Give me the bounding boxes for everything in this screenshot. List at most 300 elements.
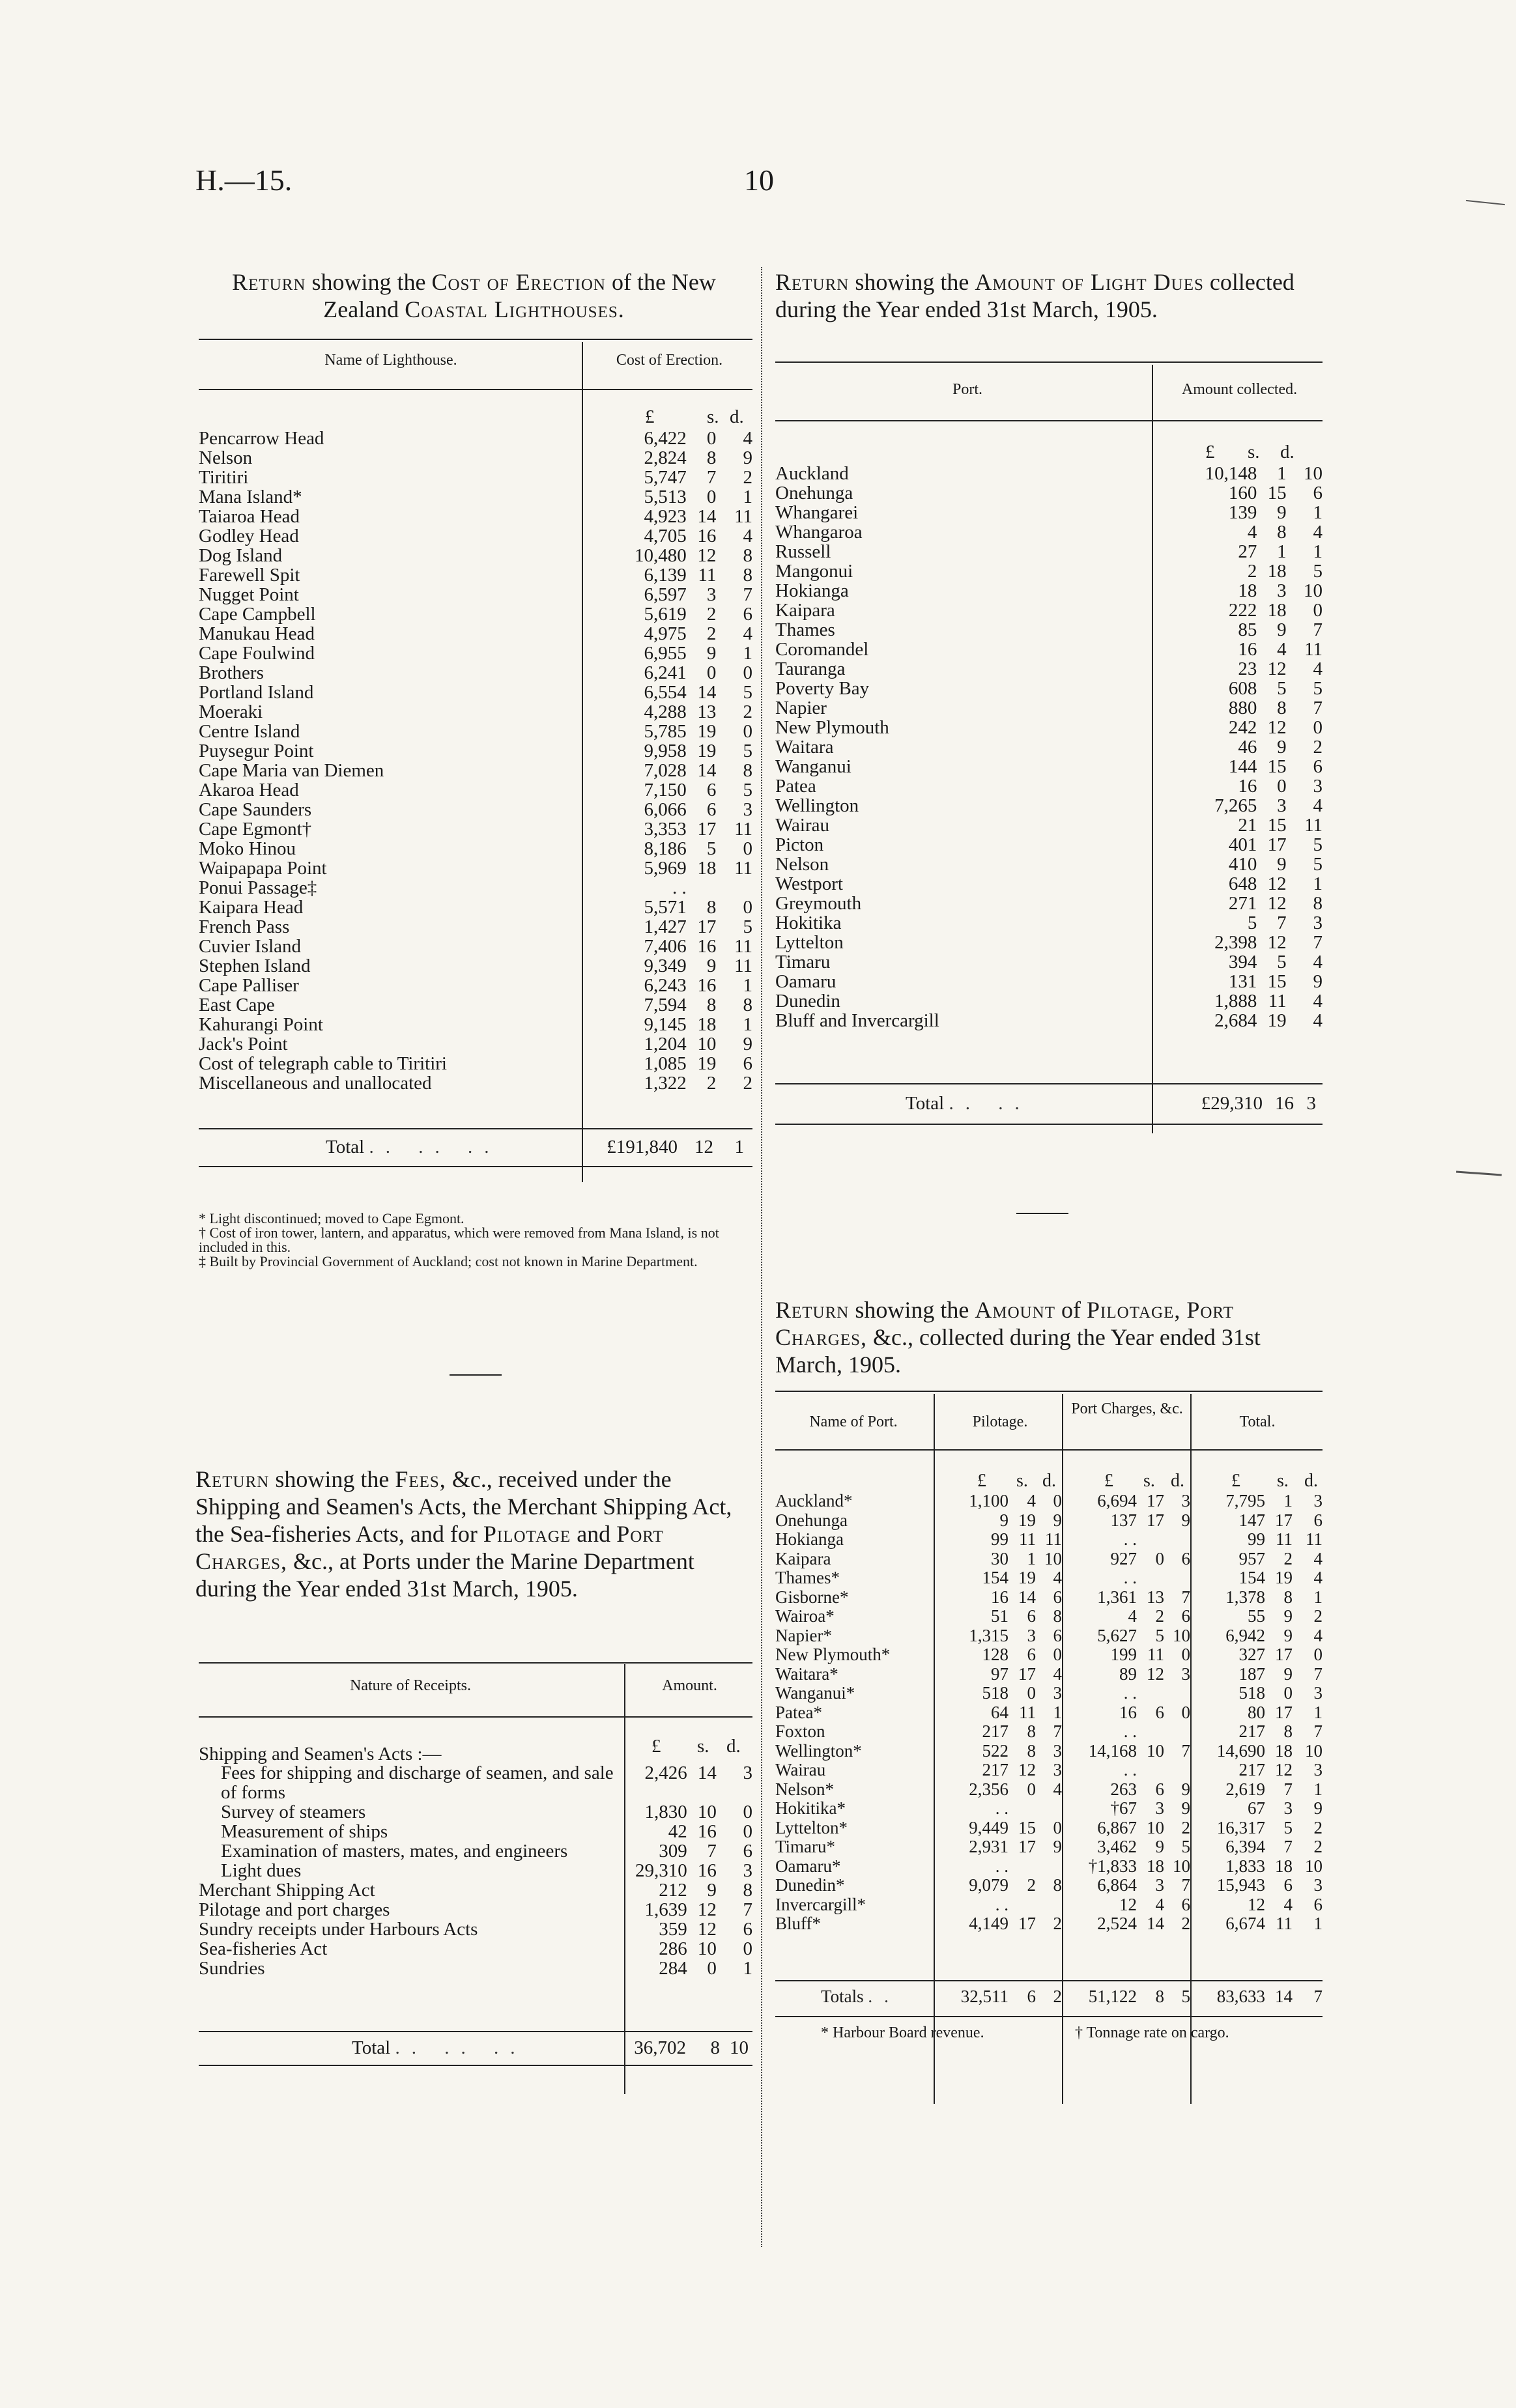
lighthouses-table: [199, 429, 752, 1093]
rule: [199, 2065, 752, 2066]
lighthouse-name: Mana Island*: [199, 487, 302, 507]
col-header-name: Name of Lighthouse.: [324, 352, 457, 369]
amount-pence: 6: [743, 1841, 752, 1862]
amount-shillings: 9: [1277, 854, 1287, 875]
amount-pence: 10: [1304, 580, 1323, 601]
amount-pounds: 27: [1238, 541, 1257, 562]
pilotage-pence: 4: [1053, 1664, 1062, 1684]
pilotage-shillings: 14: [1018, 1587, 1036, 1607]
rule: [775, 1449, 1323, 1451]
cost-pounds: 5,785: [644, 721, 687, 742]
pilotage-row: [775, 1626, 1323, 1646]
lighthouse-name: Stephen Island: [199, 956, 311, 976]
port-name: Bluff*: [775, 1914, 822, 1933]
total-shillings: 19: [1275, 1568, 1293, 1587]
port-charges-pence: 3: [1181, 1664, 1190, 1684]
port-charges-pence: [1164, 1684, 1190, 1703]
amount-shillings: 18: [1267, 561, 1287, 582]
pilotage-shillings: 19: [1018, 1568, 1036, 1587]
cost-pence: 6: [743, 604, 752, 625]
total-pounds: 1,378: [1225, 1587, 1265, 1607]
lighthouse-name: Cuvier Island: [199, 936, 302, 957]
amount-shillings: 11: [1268, 991, 1287, 1012]
pilotage-pounds: 4,149: [969, 1914, 1008, 1933]
cost-pence: 5: [743, 741, 752, 761]
amount-pounds: 46: [1238, 737, 1257, 758]
cost-pounds: 6,139: [644, 565, 687, 586]
pilotage-pounds: 30: [991, 1548, 1008, 1568]
cost-pounds: 1,322: [644, 1073, 687, 1094]
charges-total-l: 51,122: [1088, 1987, 1137, 2006]
pilotage-pounds: 51: [991, 1606, 1008, 1626]
amount-pence: 6: [743, 1919, 752, 1940]
receipt-row: [199, 1822, 752, 1841]
lighthouse-row: [199, 741, 752, 761]
pilotage-pence: 3: [1053, 1683, 1062, 1703]
receipt-name: Fees for shipping and discharge of seamen, and sale of forms: [221, 1763, 614, 1803]
amount-pounds: 410: [1228, 854, 1257, 875]
pilotage-pence: 4: [1053, 1568, 1062, 1587]
receipt-row: [199, 1763, 752, 1802]
amount-pounds: 212: [659, 1880, 687, 1901]
port-row: [775, 913, 1323, 933]
port-charges-pounds: . .: [1123, 1529, 1137, 1549]
total-pounds: 12: [1248, 1894, 1265, 1914]
margin-mark: [1466, 200, 1505, 205]
pilotage-row: [775, 1645, 1323, 1665]
cost-pounds: 5,747: [644, 467, 687, 488]
col-header-total: Total.: [1239, 1413, 1276, 1430]
cost-pounds: 5,969: [644, 858, 687, 879]
port-charges-pounds: †67: [1110, 1798, 1137, 1818]
amount-shillings: 18: [1267, 600, 1287, 621]
total-shillings: 4: [1283, 1894, 1293, 1914]
amount-pounds: 21: [1238, 815, 1257, 836]
port-charges-pence: 0: [1181, 1702, 1190, 1722]
amount-pounds: 2,398: [1214, 932, 1257, 953]
cost-pence: 8: [743, 995, 752, 1015]
lighthouse-name: Centre Island: [199, 721, 300, 742]
amount-pence: 8: [1313, 893, 1323, 914]
pilotage-shillings: 1: [1027, 1548, 1036, 1568]
total-shillings: 7: [1283, 1837, 1293, 1856]
port-name: Picton: [775, 834, 824, 855]
lighthouse-name: Nelson: [199, 447, 253, 468]
total-pounds: 6,394: [1225, 1837, 1265, 1856]
receipt-row: [199, 1861, 752, 1880]
port-charges-pence: 9: [1181, 1510, 1190, 1530]
cost-pounds: 9,145: [644, 1014, 687, 1035]
pilotage-pence: 11: [1045, 1529, 1062, 1549]
port-charges-pence: 2: [1181, 1914, 1190, 1933]
amount-shillings: 15: [1267, 483, 1287, 503]
port-charges-pounds: 6,864: [1097, 1875, 1137, 1895]
total-shillings: 2: [1283, 1548, 1293, 1568]
col-header-nature: Nature of Receipts.: [350, 1677, 471, 1694]
total-pence: 3: [1313, 1683, 1323, 1703]
pilotage-pounds: . .: [995, 1894, 1008, 1914]
lighthouse-row: [199, 663, 752, 683]
total-pence: 3: [1313, 1760, 1323, 1779]
amount-shillings: 1: [1277, 541, 1287, 562]
port-name: Napier: [775, 698, 827, 718]
port-charges-shillings: [1137, 1722, 1164, 1742]
total-shillings: 9: [1283, 1606, 1293, 1626]
total-pounds: 6,942: [1225, 1625, 1265, 1645]
total-shillings: 9: [1283, 1625, 1293, 1645]
port-name: Tauranga: [775, 659, 846, 679]
amount-pence: 0: [1313, 717, 1323, 738]
port-name: Mangonui: [775, 561, 853, 582]
pilotage-pence: 8: [1053, 1875, 1062, 1895]
port-charges-shillings: 11: [1147, 1645, 1164, 1664]
port-name: Poverty Bay: [775, 678, 870, 699]
amount-shillings: 16: [697, 1860, 717, 1881]
total-pounds: 67: [1248, 1798, 1265, 1818]
port-charges-shillings: 4: [1155, 1894, 1164, 1914]
amount-pence: 4: [1313, 991, 1323, 1012]
cost-shillings: 12: [697, 545, 717, 566]
cost-shillings: 17: [697, 916, 717, 937]
pilotage-shillings: [1008, 1857, 1036, 1877]
port-row: [775, 972, 1323, 991]
lighthouse-name: Cost of telegraph cable to Tiritiri: [199, 1053, 447, 1074]
amount-pounds: 608: [1228, 678, 1257, 699]
separator-rule: [1016, 1213, 1068, 1214]
port-name: New Plymouth*: [775, 1645, 891, 1664]
amount-pence: 1: [1313, 873, 1323, 894]
port-row: [775, 952, 1323, 972]
lighthouse-name: Cape Saunders: [199, 799, 312, 820]
total-pounds: 16,317: [1216, 1817, 1265, 1837]
pilotage-pence: 6: [1053, 1587, 1062, 1607]
amount-pounds: 4: [1247, 522, 1257, 543]
amount-shillings: 15: [1267, 756, 1287, 777]
port-name: Napier*: [775, 1625, 832, 1645]
lighthouse-name: Godley Head: [199, 526, 299, 546]
port-charges-shillings: 18: [1147, 1856, 1164, 1876]
port-name: Hokianga: [775, 1529, 844, 1549]
port-row: [775, 776, 1323, 796]
amount-pounds: 16: [1238, 639, 1257, 660]
amount-shillings: 12: [1267, 873, 1287, 894]
pilotage-row: [775, 1895, 1323, 1915]
total-pence: 11: [1306, 1529, 1323, 1549]
cost-pounds: 8,186: [644, 838, 687, 859]
pilotage-pence: [1036, 1799, 1062, 1819]
pilotage-totals: [775, 1987, 1323, 2006]
pilotage-pence: 3: [1053, 1740, 1062, 1761]
port-name: Oamaru: [775, 971, 837, 992]
pilotage-row: [775, 1665, 1323, 1684]
charges-total-s: 8: [1155, 1987, 1164, 2006]
document-reference: H.—15.: [195, 163, 293, 197]
pilotage-pence: 9: [1053, 1510, 1062, 1530]
total-pence: 1: [1313, 1779, 1323, 1799]
lighthouse-name: Ponui Passage‡: [199, 877, 317, 898]
amount-pounds: 85: [1238, 619, 1257, 640]
port-row: [775, 933, 1323, 952]
amount-pence: 3: [743, 1860, 752, 1881]
port-name: Onehunga: [775, 483, 853, 503]
amount-pounds: 1,639: [644, 1899, 687, 1920]
total-pounds: 217: [1238, 1721, 1265, 1741]
cost-pence: 4: [743, 526, 752, 546]
total-shillings: 8: [1283, 1587, 1293, 1607]
cost-shillings: 19: [697, 721, 717, 742]
cost-shillings: 6: [706, 799, 717, 820]
port-charges-pence: 9: [1181, 1798, 1190, 1818]
cost-pounds: 9,349: [644, 956, 687, 976]
port-charges-pounds: 14,168: [1088, 1740, 1137, 1761]
totals-row: [775, 1987, 1323, 2006]
lighthouse-name: Cape Egmont†: [199, 819, 312, 840]
amount-pence: 2: [1313, 737, 1323, 758]
port-row: [775, 581, 1323, 601]
pilotage-pence: 0: [1053, 1817, 1062, 1837]
lighthouse-name: Akaroa Head: [199, 780, 299, 800]
cost-pounds: 7,150: [644, 780, 687, 800]
port-charges-pounds: . .: [1123, 1683, 1137, 1703]
lighthouse-row: [199, 858, 752, 878]
lighthouse-row: [199, 644, 752, 663]
port-charges-pounds: . .: [1123, 1760, 1137, 1779]
total-pence: 2: [1313, 1817, 1323, 1837]
port-name: Wellington: [775, 795, 859, 816]
amount-shillings: 5: [1277, 952, 1287, 972]
port-charges-pence: 7: [1181, 1740, 1190, 1761]
col-header-cost: Cost of Erection.: [616, 352, 723, 369]
pilotage-pence: 6: [1053, 1625, 1062, 1645]
amount-pence: 0: [743, 1938, 752, 1959]
cost-pence: 8: [743, 565, 752, 586]
port-name: Wairau: [775, 1760, 826, 1779]
pilotage-pence: 0: [1053, 1491, 1062, 1510]
total-label: Total .. ..: [906, 1093, 1031, 1114]
lighthouse-row: [199, 878, 752, 898]
cost-shillings: 14: [697, 506, 717, 527]
amount-shillings: 10: [697, 1802, 717, 1822]
cost-shillings: 18: [697, 1014, 717, 1035]
pilotage-shillings: 6: [1027, 1645, 1036, 1664]
total-pounds: 80: [1248, 1702, 1265, 1722]
total-label: Total .. .. ..: [352, 2037, 527, 2058]
pilotage-pence: [1036, 1857, 1062, 1877]
port-charges-pounds: †1,833: [1088, 1856, 1137, 1876]
cost-pounds: 7,028: [644, 760, 687, 781]
cost-pounds: 6,955: [644, 643, 687, 664]
port-charges-shillings: 3: [1155, 1875, 1164, 1895]
cost-pence: 11: [734, 956, 752, 976]
pilotage-pounds: 154: [982, 1568, 1008, 1587]
port-charges-pounds: 4: [1128, 1606, 1137, 1626]
pilotage-pence: 1: [1053, 1702, 1062, 1722]
lighthouse-row: [199, 917, 752, 937]
port-name: Nelson*: [775, 1779, 834, 1799]
amount-pence: 1: [743, 1958, 752, 1979]
port-name: Whangarei: [775, 502, 859, 523]
total-shillings: 18: [1275, 1856, 1293, 1876]
cost-pounds: 6,422: [644, 428, 687, 449]
port-charges-pounds: 5,627: [1097, 1625, 1137, 1645]
lighthouse-row: [199, 487, 752, 507]
total-pence: 10: [1305, 1856, 1323, 1876]
pilotage-pounds: 1,315: [969, 1625, 1008, 1645]
lighthouse-name: Cape Palliser: [199, 975, 299, 996]
port-row: [775, 503, 1323, 522]
port-name: Timaru: [775, 952, 831, 972]
pilotage-shillings: [1008, 1799, 1036, 1819]
lighthouse-name: Miscellaneous and unallocated: [199, 1073, 432, 1094]
port-charges-pence: [1164, 1722, 1190, 1742]
cost-pence: 11: [734, 936, 752, 957]
port-charges-shillings: 9: [1155, 1837, 1164, 1856]
cost-pounds: 1,427: [644, 916, 687, 937]
port-row: [775, 620, 1323, 640]
amount-shillings: 12: [1267, 717, 1287, 738]
port-charges-pence: [1164, 1761, 1190, 1780]
port-charges-shillings: [1137, 1568, 1164, 1588]
amount-pounds: 401: [1228, 834, 1257, 855]
port-charges-pence: 6: [1181, 1894, 1190, 1914]
total-pence: 9: [1313, 1798, 1323, 1818]
port-row: [775, 561, 1323, 581]
amount-pence: 7: [1313, 932, 1323, 953]
lighthouses-notes: [199, 1211, 752, 1269]
lighthouse-row: [199, 976, 752, 995]
cost-pence: 2: [743, 701, 752, 722]
note: * Light discontinued; moved to Cape Egmont.: [199, 1210, 465, 1226]
amount-shillings: 15: [1267, 971, 1287, 992]
amount-shillings: 14: [697, 1763, 717, 1783]
lighthouse-name: Kahurangi Point: [199, 1014, 323, 1035]
amount-pence: 4: [1313, 522, 1323, 543]
port-charges-pence: 6: [1181, 1548, 1190, 1568]
port-charges-pounds: 1,361: [1097, 1587, 1137, 1607]
cost-pence: 1: [743, 487, 752, 507]
port-row: [775, 601, 1323, 620]
lighthouse-name: Jack's Point: [199, 1034, 288, 1055]
amount-shillings: 12: [1267, 659, 1287, 679]
pilotage-pounds: 128: [982, 1645, 1008, 1664]
port-row: [775, 659, 1323, 679]
lighthouse-name: Cape Campbell: [199, 604, 316, 625]
amount-pounds: 16: [1238, 776, 1257, 797]
pilotage-shillings: 19: [1018, 1510, 1036, 1530]
port-row: [775, 894, 1323, 913]
note: † Cost of iron tower, lantern, and apparatus, which were removed from Mana Island, is not included in this.: [199, 1225, 719, 1255]
amount-shillings: 16: [697, 1821, 717, 1842]
amount-pounds: 131: [1228, 971, 1257, 992]
amount-pence: 0: [743, 1802, 752, 1822]
pilotage-row: [775, 1780, 1323, 1800]
total-pence: 3: [1313, 1491, 1323, 1510]
port-row: [775, 522, 1323, 542]
pilotage-pence: 10: [1044, 1548, 1062, 1568]
receipt-row: [199, 1880, 752, 1900]
port-charges-pounds: 927: [1110, 1548, 1137, 1568]
pilotage-row: [775, 1819, 1323, 1838]
lighthouse-row: [199, 1073, 752, 1093]
rule: [199, 339, 752, 340]
cost-pounds: 3,353: [644, 819, 687, 840]
port-name: Foxton: [775, 1721, 825, 1741]
pilotage-shillings: 0: [1027, 1779, 1036, 1799]
amount-pence: 5: [1313, 561, 1323, 582]
port-row: [775, 542, 1323, 561]
amount-pence: 1: [1313, 502, 1323, 523]
cost-shillings: 7: [706, 467, 717, 488]
lighthouse-name: Cape Foulwind: [199, 643, 315, 664]
receipt-row: [199, 1802, 752, 1822]
cost-pence: 0: [743, 662, 752, 683]
cost-shillings: 2: [706, 1073, 717, 1094]
port-name: Auckland: [775, 463, 849, 484]
amount-shillings: 0: [1277, 776, 1287, 797]
pilotage-row: [775, 1511, 1323, 1531]
port-row: [775, 1011, 1323, 1030]
port-name: Auckland*: [775, 1491, 853, 1510]
total-pence: 0: [1313, 1645, 1323, 1664]
receipt-name: Light dues: [221, 1860, 302, 1881]
cost-shillings: [687, 878, 717, 898]
pilotage-shillings: [1008, 1895, 1036, 1915]
port-name: Timaru*: [775, 1837, 836, 1856]
amount-shillings: 12: [697, 1899, 717, 1920]
amount-pence: 4: [1313, 952, 1323, 972]
port-name: Gisborne*: [775, 1587, 849, 1607]
pilotage-pounds: 217: [982, 1721, 1008, 1741]
port-charges-shillings: [1137, 1761, 1164, 1780]
port-name: Bluff and Invercargill: [775, 1010, 939, 1031]
cost-shillings: 3: [706, 584, 717, 605]
port-name: Dunedin: [775, 991, 840, 1012]
cost-pence: 7: [743, 584, 752, 605]
pilotage-shillings: 17: [1018, 1837, 1036, 1856]
pilotage-pence: [1036, 1895, 1062, 1915]
port-charges-shillings: 2: [1155, 1606, 1164, 1626]
port-charges-shillings: 14: [1147, 1914, 1164, 1933]
pilotage-pounds: 9,449: [969, 1817, 1008, 1837]
amount-pounds: 5: [1247, 913, 1257, 933]
pilotage-row: [775, 1588, 1323, 1608]
amount-pounds: 29,310: [635, 1860, 687, 1881]
pilotage-shillings: 8: [1027, 1721, 1036, 1741]
cost-pence: 1: [743, 1014, 752, 1035]
total-pence: 4: [1313, 1568, 1323, 1587]
total-pence: 2: [1313, 1837, 1323, 1856]
lighthouse-row: [199, 429, 752, 448]
amount-shillings: 12: [1267, 932, 1287, 953]
amount-pounds: 139: [1228, 502, 1257, 523]
lighthouse-name: Taiaroa Head: [199, 506, 300, 527]
cost-pence: 11: [734, 819, 752, 840]
total-shillings: 1: [1283, 1491, 1293, 1510]
amount-pounds: 271: [1228, 893, 1257, 914]
lighthouse-row: [199, 683, 752, 702]
port-charges-pounds: 3,462: [1097, 1837, 1137, 1856]
pilotage-row: [775, 1684, 1323, 1703]
total-pounds: 147: [1238, 1510, 1265, 1530]
port-row: [775, 796, 1323, 815]
receipt-name: Sundry receipts under Harbours Acts: [199, 1919, 478, 1940]
amount-pounds: 1,830: [644, 1802, 687, 1822]
port-charges-pounds: 6,867: [1097, 1817, 1137, 1837]
lighthouse-row: [199, 468, 752, 487]
port-charges-pence: [1164, 1530, 1190, 1550]
total-pence: 10: [1305, 1740, 1323, 1761]
total-pounds: 14,690: [1216, 1740, 1265, 1761]
